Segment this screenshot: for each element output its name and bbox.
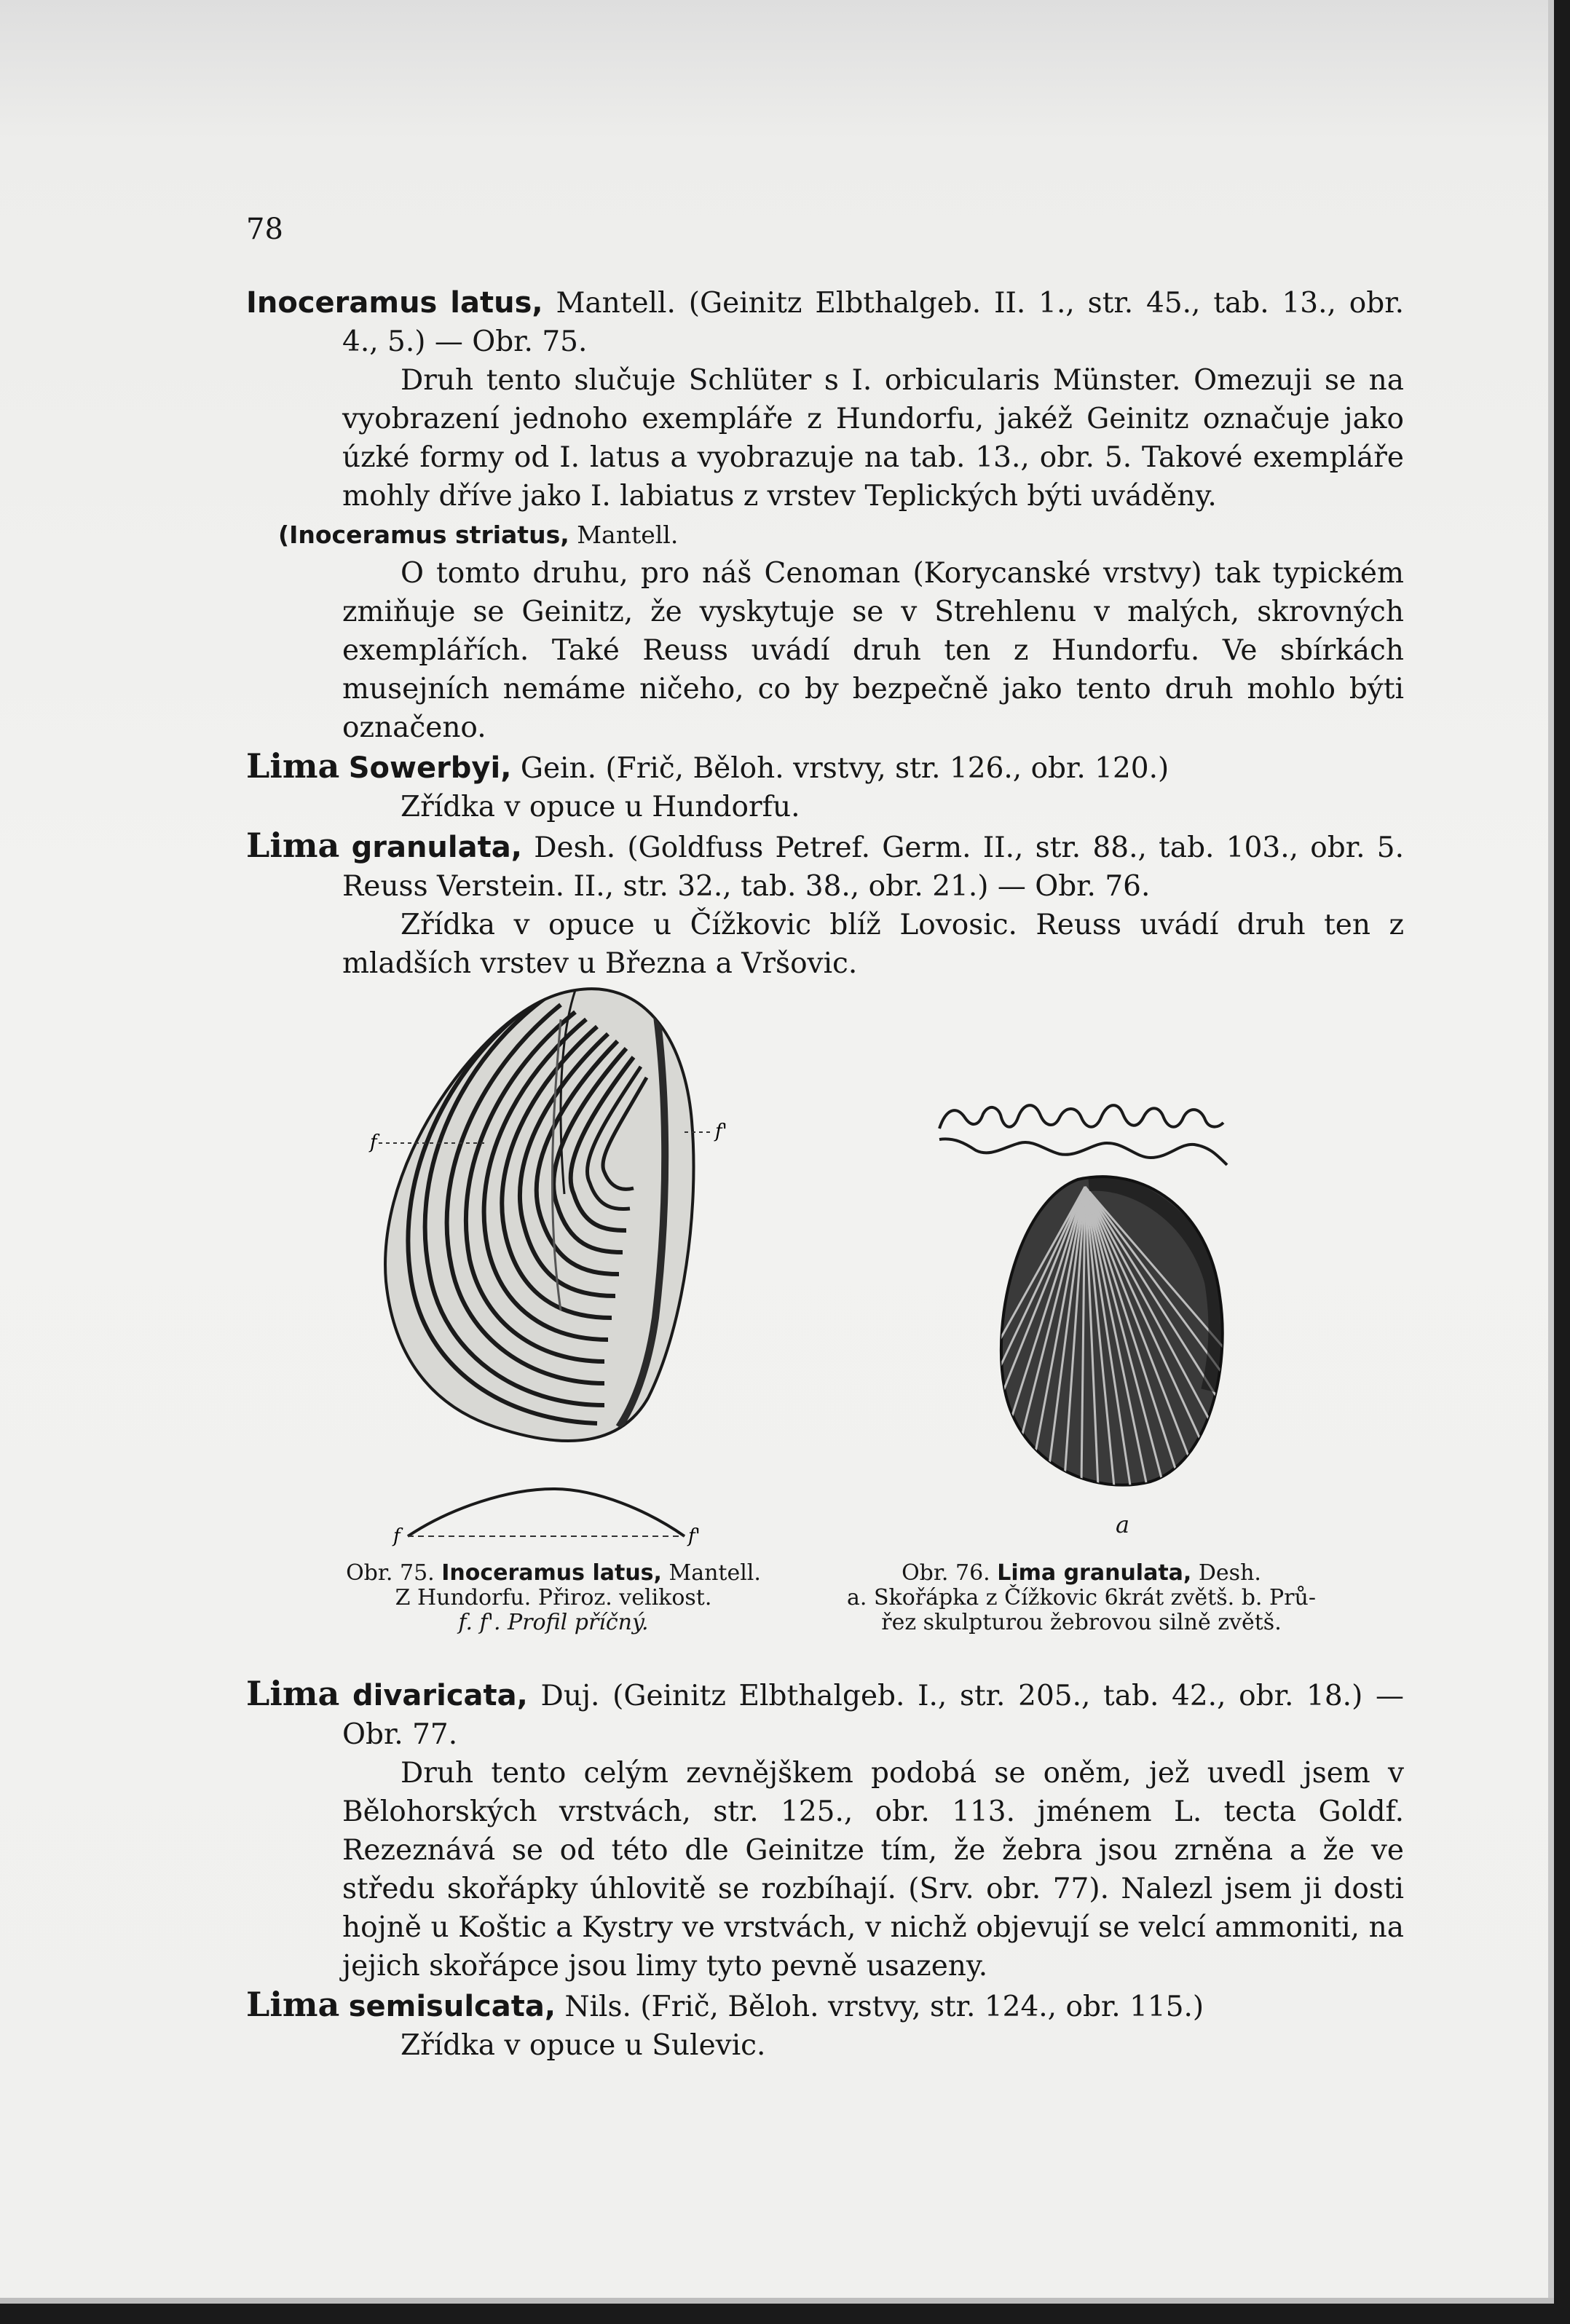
entry-lima-semisulcata	[246, 1985, 1404, 2026]
reference: Gein. (Frič, Běloh. vrstvy, str. 126., obr. 120.)	[511, 752, 1169, 785]
caption-species: Inoceramus latus,	[441, 1560, 662, 1586]
species-name: Sowerbyi,	[348, 751, 512, 785]
caption-author: Desh.	[1191, 1560, 1261, 1586]
reference: Duj. (Geinitz Elbthalgeb. I., str. 205., tab. 42., obr. 18.) — Obr. 77.	[342, 1680, 1404, 1751]
species-name: divaricata,	[352, 1679, 528, 1712]
upper-text-block	[246, 284, 1404, 983]
species-name: latus,	[450, 286, 543, 320]
label-f-right: f'	[715, 1120, 727, 1142]
species-name: granulata,	[351, 831, 522, 864]
paren-open: (	[278, 521, 290, 549]
entry-body: O tomto druhu, pro náš Cenoman (Korycanské vrstvy) tak typickém zmiňuje se Geinitz, že vyskytuje se v Strehlenu v malých, skrovných exemplářích. Také Reuss uvádí druh ten z Hundorfu. Ve sbírkách musejních nemáme ničeho, co by bezpečně jako tento druh mohlo býti označeno.	[342, 557, 1404, 744]
caption-prefix: Obr. 75.	[346, 1560, 442, 1586]
caption-species: Lima granulata,	[997, 1560, 1192, 1586]
caption-line-3: řez skulpturou žebrovou silně zvětš.	[881, 1610, 1282, 1635]
label-f-bottom-right: f'	[688, 1525, 701, 1547]
entry-lima-sowerbyi	[246, 747, 1404, 788]
label-f-left: f	[370, 1131, 377, 1153]
caption-author: Mantell.	[661, 1560, 761, 1586]
reference: Nils. (Frič, Běloh. vrstvy, str. 124., obr. 115.)	[556, 1991, 1204, 2023]
scan-edge-right-shadow	[1548, 0, 1554, 2324]
label-f-bottom-left: f	[393, 1525, 401, 1547]
entry-inoceramus-striatus	[246, 515, 1404, 554]
reference: Desh. (Goldfuss Petref. Germ. II., str. 88., tab. 103., obr. 5. Reuss Verstein. II., str. 32., tab. 38., obr. 21.) — Obr. 76.	[342, 831, 1404, 903]
genus-name: Lima	[246, 746, 340, 786]
entry-body: Druh tento celým zevnějškem podobá se oněm, jež uvedl jsem v Bělohorských vrstvách, str. 125., obr. 113. jménem L. tecta Goldf. Rezeznává se od této dle Geinitze tím, že žebra jsou zrněna a že ve středu skořápky úhlovitě se rozbíhají. (Srv. obr. 77). Nalezl jsem ji dosti hojně u Koštic a Kystry ve vrstvách, v nichž objevují se velcí ammoniti, na jejich skořápce jsou limy tyto pevně usazeny.	[342, 1757, 1404, 1983]
scan-edge-bottom-shadow	[0, 2298, 1554, 2304]
page-number: 78	[246, 213, 283, 246]
genus-name: Lima	[246, 1674, 340, 1713]
scan-edge-right	[1554, 0, 1570, 2324]
sculpture-profile-upper	[939, 1105, 1223, 1129]
genus-name: Lima	[246, 1985, 340, 2024]
entry-lima-granulata	[246, 826, 1404, 906]
entry-body: Druh tento slučuje Schlüter s I. orbicularis Münster. Omezuji se na vyobrazení jednoho exempláře z Hundorfu, jakéž Geinitz označuje jako úzké formy od I. latus a vyobrazuje na tab. 13., obr. 5. Takové exempláře mohly dříve jako I. labiatus z vrstev Teplických býti uváděny.	[342, 364, 1404, 513]
caption-line-2: Z Hundorfu. Přiroz. velikost.	[395, 1585, 712, 1610]
caption-line-3: f. f'. Profil příčný.	[458, 1610, 649, 1635]
caption-line-2: a. Skořápka z Čížkovic 6krát zvětš. b. Prů-	[847, 1585, 1316, 1610]
entry-body: Zřídka v opuce u Sulevic.	[401, 2029, 766, 2062]
entry-body: Zřídka v opuce u Hundorfu.	[401, 791, 800, 823]
entry-inoceramus-latus	[246, 284, 1404, 361]
genus-name: Inoceramus	[246, 286, 438, 320]
author: Mantell.	[569, 521, 679, 549]
genus-name: Lima	[246, 826, 340, 865]
lower-text-block	[246, 1675, 1404, 2065]
figure-76-lima-shell	[932, 1085, 1282, 1507]
entry-body: Zřídka v opuce u Čížkovic blíž Lovosic. Reuss uvádí druh ten z mladších vrstev u Března a Vršovic.	[342, 909, 1404, 980]
species-name: Inoceramus striatus,	[289, 521, 569, 549]
scan-edge-bottom	[0, 2304, 1570, 2324]
entry-lima-divaricata	[246, 1675, 1404, 1754]
profile-curve	[408, 1489, 685, 1536]
caption-prefix: Obr. 76.	[902, 1560, 998, 1586]
species-name: semisulcata,	[348, 1990, 556, 2023]
figure-76-label-a: a	[1116, 1511, 1130, 1538]
figure-75-caption	[291, 1561, 816, 1635]
reference: Mantell. (Geinitz Elbthalgeb. II. 1., str. 45., tab. 13., obr. 4., 5.) — Obr. 75.	[342, 287, 1404, 358]
figure-75-inoceramus-shell	[342, 976, 794, 1558]
sculpture-profile-lower	[939, 1139, 1227, 1165]
figure-76-caption	[808, 1561, 1354, 1635]
